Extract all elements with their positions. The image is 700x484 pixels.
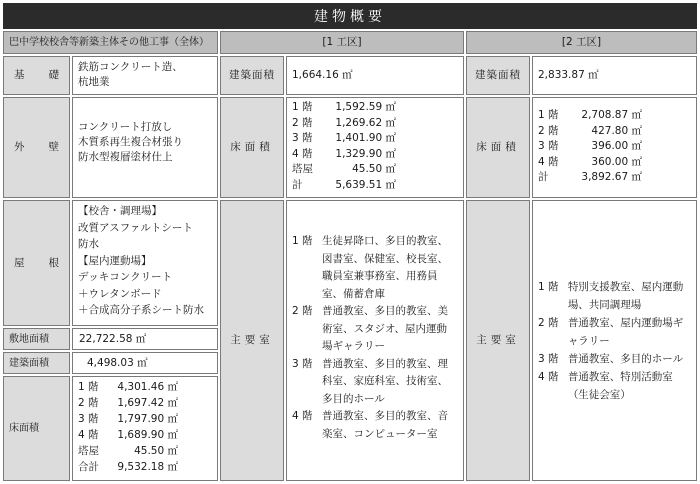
zone1-floor-row: 2 階 1,269.62 ㎡ [292, 116, 396, 129]
zone2-floor-area-label: 床面積 [466, 97, 530, 198]
zone2-floor-row: 1 階 2,708.87 ㎡ [538, 109, 642, 121]
header-zone-2: [2 工区] [466, 31, 697, 54]
floor-area-row: 合計 9,532.18 ㎡ [78, 461, 178, 473]
zone2-room-entry: 2 階 普通教室、屋内運動場ギャラリー [538, 317, 684, 347]
zone1-building-area-value: 1,664.16 ㎡ [286, 56, 464, 95]
building-area-label: 建築面積 [3, 352, 70, 374]
table-title: 建物概要 [3, 3, 697, 29]
zone2-floor-row: 4 階 360.00 ㎡ [538, 155, 642, 168]
floor-area-row: 3 階 1,797.90 ㎡ [78, 413, 178, 425]
floor-area-row: 2 階 1,697.42 ㎡ [78, 397, 178, 409]
floor-area-row: 塔屋 45.50 ㎡ [78, 445, 178, 457]
zone1-room-entry: 1 階 生徒昇降口、多目的教室、図書室、保健室、校長室、職員室兼事務室、用務員室、備蓄倉庫 [292, 235, 448, 300]
zone2-room-entry: 1 階 特別支援教室、屋内運動場、共同調理場 [538, 281, 684, 311]
exterior-wall-label: 外 壁 [3, 97, 70, 198]
exterior-wall-value: コンクリート打放し 木質系再生複合材張り 防水型複層塗材仕上 [72, 97, 218, 198]
zone1-main-rooms-label: 主要室 [220, 200, 284, 481]
building-area-value: 4,498.03 ㎡ [72, 352, 218, 374]
floor-area-row: 1 階 4,301.46 ㎡ [78, 381, 178, 393]
zone1-floor-row: 3 階 1,401.90 ㎡ [292, 132, 396, 144]
header-zone-1: [1 工区] [220, 31, 464, 54]
header-whole-project: 巴中学校校舎等新築主体その他工事（全体） [3, 31, 218, 54]
zone2-floor-row: 2 階 427.80 ㎡ [538, 124, 642, 137]
zone2-floor-area-value [532, 97, 697, 198]
zone2-floor-row: 3 階 396.00 ㎡ [538, 140, 642, 152]
roof-label: 屋 根 [3, 200, 70, 326]
zone1-main-rooms-value [286, 200, 464, 481]
floor-area-value [72, 376, 218, 481]
zone2-main-rooms-value [532, 200, 697, 481]
site-area-label: 敷地面積 [3, 328, 70, 350]
zone1-floor-area-value [286, 97, 464, 198]
zone1-floor-row: 4 階 1,329.90 ㎡ [292, 147, 396, 160]
foundation-label: 基 礎 [3, 56, 70, 95]
site-area-value: 22,722.58 ㎡ [72, 328, 218, 350]
zone1-building-area-label: 建築面積 [220, 56, 284, 95]
zone2-room-entry: 3 階 普通教室、多目的ホール [538, 353, 684, 365]
foundation-value: 鉄筋コンクリート造、 杭地業 [72, 56, 218, 95]
zone1-room-entry: 4 階 普通教室、多目的教室、音楽室、コンピューター室 [292, 410, 448, 440]
zone2-floor-row: 計 3,892.67 ㎡ [538, 171, 642, 183]
zone2-building-area-label: 建築面積 [466, 56, 530, 95]
floor-area-label: 床面積 [3, 376, 70, 481]
roof-value: 【校舎・調理場】 改質アスファルトシート 防水 【屋内運動場】 デッキコンクリート ＋ウレタンボード ＋合成高分子系シート防水 [72, 200, 218, 326]
zone1-floor-row: 1 階 1,592.59 ㎡ [292, 101, 396, 113]
zone1-floor-row: 計 5,639.51 ㎡ [292, 178, 396, 191]
zone1-room-entry: 3 階 普通教室、多目的教室、理科室、家庭科室、技術室、多目的ホール [292, 357, 448, 405]
floor-area-row: 4 階 1,689.90 ㎡ [78, 429, 178, 441]
zone2-room-entry: 4 階 普通教室、特別活動室（生徒会室） [538, 371, 673, 401]
zone2-main-rooms-label: 主要室 [466, 200, 530, 481]
zone1-floor-area-label: 床面積 [220, 97, 284, 198]
zone1-floor-row: 塔屋 45.50 ㎡ [292, 163, 396, 175]
zone2-building-area-value: 2,833.87 ㎡ [532, 56, 697, 95]
zone1-room-entry: 2 階 普通教室、多目的教室、美術室、スタジオ、屋内運動場ギャラリー [292, 305, 448, 352]
